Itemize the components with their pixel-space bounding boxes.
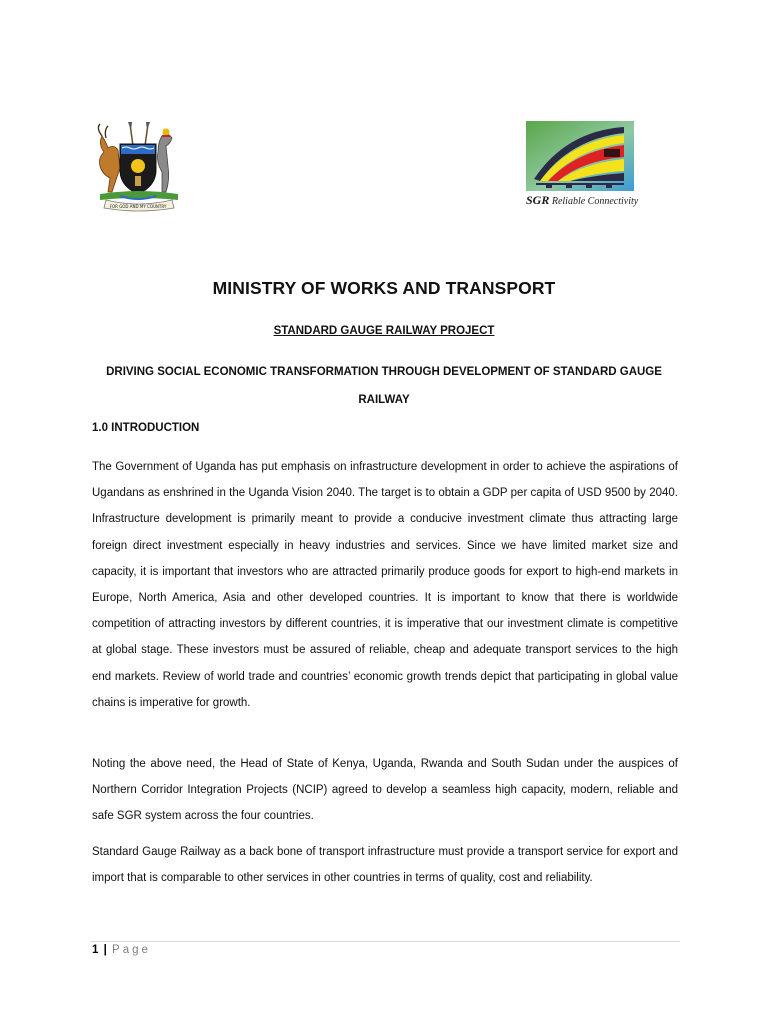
paragraph-2: Noting the above need, the Head of State of Kenya, Uganda, Rwanda and South Sudan under the auspices of Northern Corridor Integration Projects (NCIP) agreed to develop a seamless high capacity, modern, reliable and safe SGR system across the four countries. bbox=[92, 758, 678, 823]
document-title: MINISTRY OF WORKS AND TRANSPORT bbox=[212, 278, 556, 298]
section-heading: 1.0 INTRODUCTION bbox=[92, 422, 200, 434]
footer-separator: | bbox=[103, 944, 107, 956]
sgr-caption bbox=[526, 193, 638, 208]
uganda-coat-of-arms-icon bbox=[90, 122, 188, 212]
paragraph-1: The Government of Uganda has put emphasis on infrastructure development in order to achieve the aspirations of Ugandans as enshrined in the Uganda Vision 2040. The target is to obtain a GDP per capita of USD 9500 by 2040. Infrastructure development is primarily meant to provide a conducive investment climate thus attracting large foreign direct investment especially in heavy industries and services. Since we have limited market size and capacity, it is important that investors who are attracted primarily produce goods for export to high-end markets in Europe, North America, Asia and other developed countries. It is important to know that there is worldwide competition of attracting investors by different countries, it is imperative that our investment climate is competitive at global stage. These investors must be assured of reliable, cheap and adequate transport services to the high end markets. Review of world trade and countries’ economic growth trends depict that participating in global value chains is imperative for growth. bbox=[92, 461, 678, 709]
page-label: Page bbox=[112, 944, 151, 956]
sgr-logo bbox=[526, 121, 639, 213]
footer-divider bbox=[90, 941, 680, 942]
document-subtitle: STANDARD GAUGE RAILWAY PROJECT bbox=[273, 325, 495, 337]
paragraph-3: Standard Gauge Railway as a back bone of transport infrastructure must provide a transport service for export and import that is comparable to other services in other countries in terms of quality, cost and reliability. bbox=[92, 846, 678, 885]
sgr-brand: SGR bbox=[526, 193, 550, 207]
sgr-tagline: Reliable Connectivity bbox=[551, 196, 639, 207]
page-number: 1 bbox=[92, 944, 99, 956]
sgr-train-icon bbox=[526, 121, 634, 191]
document-theme: DRIVING SOCIAL ECONOMIC TRANSFORMATION THROUGH DEVELOPMENT OF STANDARD GAUGE RAILWAY bbox=[106, 366, 662, 406]
page-footer bbox=[92, 944, 151, 956]
coat-of-arms-motto: FOR GOD AND MY COUNTRY bbox=[109, 204, 167, 209]
